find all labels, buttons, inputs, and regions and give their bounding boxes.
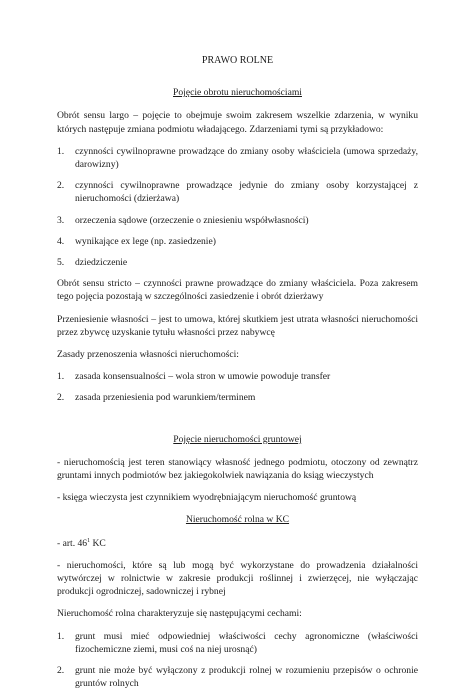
section2-para2: - księga wieczysta jest czynnikiem wyodrębniającym nieruchomość gruntową [57,492,357,504]
section3-list [57,630,418,691]
section3-para1: - nieruchomości, które są lub mogą być wykorzystane do prowadzenia działalności wytwórczej w rolnictwie w zakresie produkcji roślinnej i zwierzęcej, nie wyłączając produkcji ogrodniczej, sadowniczej i rybnej [57,559,418,598]
section3-heading: Nieruchomość rolna w KC [185,514,290,526]
section2-heading: Pojęcie nieruchomości gruntowej [173,433,302,445]
section3-para2: Nieruchomość rolna charakteryzuje się następującymi cechami: [57,608,302,620]
section1-transfer: Przeniesienie własności – jest to umowa, której skutkiem jest utrata własności nieruchomości przez zbywcę uzyskanie tytułu własności przez nabywcę [57,313,418,338]
document-title: PRAWO ROLNE [201,55,274,66]
list-item: 2. grunt nie może być wyłączony z produkcji rolnej w rozumieniu przepisów o ochronie gruntów rolnych [57,665,418,690]
list-item: 2. czynności cywilnoprawne prowadzące jedynie do zmiany osoby korzystającej z nieruchomości (dzierżawa) [57,180,418,205]
list-item: 1. czynności cywilnoprawne prowadzące do zmiany osoby właściciela (umowa sprzedaży, darowizny) [57,145,418,171]
section3-art: - art. $46^1$ KC [57,537,106,549]
section1-heading: Pojęcie obrotu nieruchomościami [173,87,302,99]
list-item: 3. orzeczenia sądowe (orzeczenie o zniesieniu współwłasności) [57,214,309,226]
list-item: 4. wynikające ex lege (np. zasiedzenie) [57,235,216,247]
list-item: 2. zasada przeniesienia pod warunkiem/terminem [57,392,256,404]
section1-intro: Obrót sensu largo – pojęcie to obejmuje swoim zakresem wszelkie zdarzenia, w wyniku których następuje zmiana podmiotu władającego. Zdarzeniami tymi są przykładowo: [57,110,418,135]
list-item: 1. grunt musi mieć odpowiedniej właściwości cechy agronomiczne (właściwości fizochemiczne ziemi, musi coś na niej urosnąć) [57,630,418,655]
section1-stricto: Obrót sensu stricto – czynności prawne prowadzące do zmiany właściciela. Poza zakresem tego pojęcia pozostają w szczególności zasiedzenie i obrót dzierżawy [57,278,418,303]
section1-list [57,145,418,269]
section2-para1: - nieruchomością jest teren stanowiący własność jednego podmiotu, otoczony od zewnątrz gruntami innych podmiotów bez jakiegokolwiek nawiązania do ksiąg wieczystych [57,456,418,482]
section1-rules-list [57,370,418,404]
list-item: 1. zasada konsensualności – wola stron w umowie powoduje transfer [57,371,331,383]
list-item: 5. dziedziczenie [57,257,128,269]
section1-rules-label: Zasady przenoszenia własności nieruchomości: [57,349,239,361]
section-spacer [57,413,418,433]
